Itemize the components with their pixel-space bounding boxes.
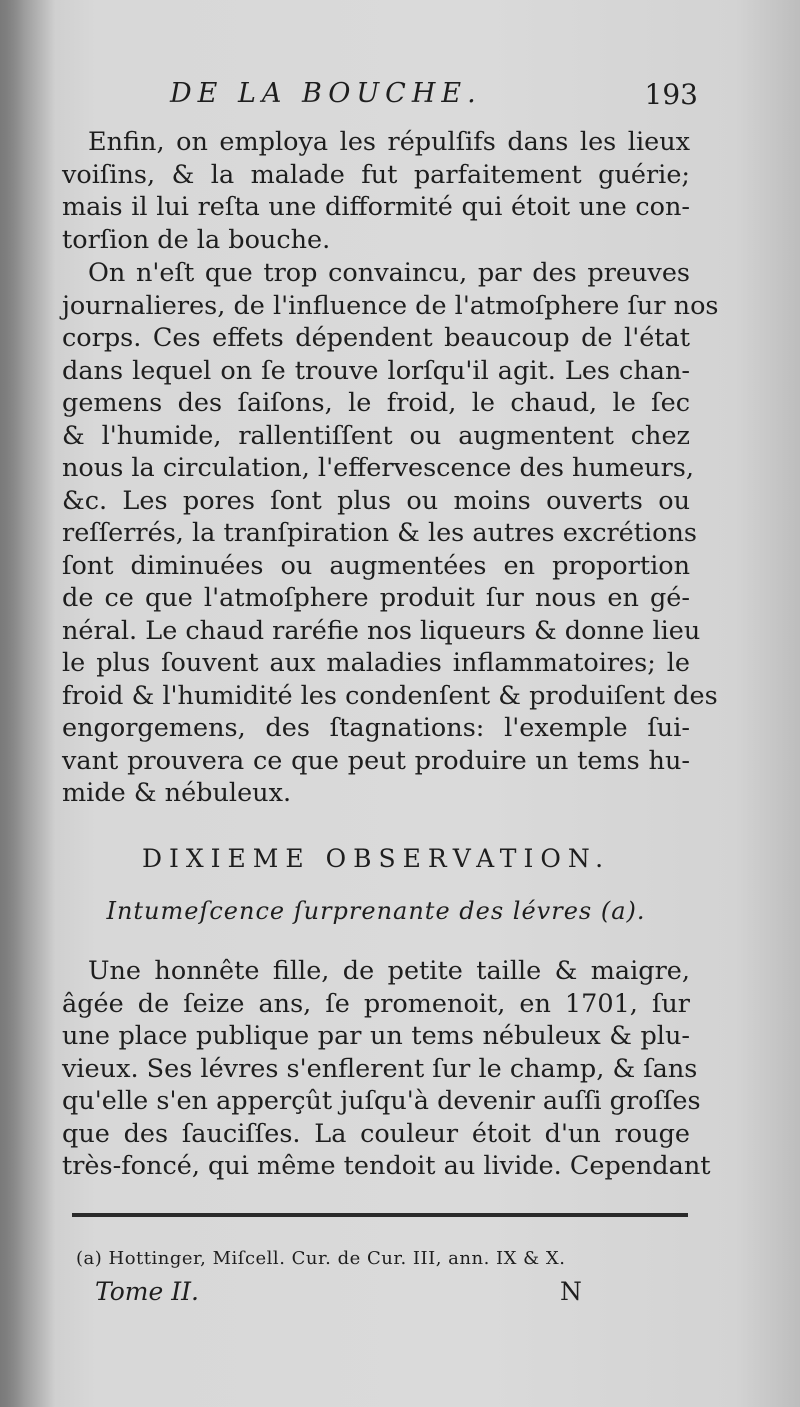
text-line: vant prouvera ce que peut produire un tems hu- <box>62 745 690 776</box>
text-line: Enfin, on employa les répulſifs dans les lieux <box>88 127 690 157</box>
footnote: (a) Hottinger, Miſcell. Cur. de Cur. III, ann. IX & X. <box>76 1248 566 1269</box>
text-line: On n'eſt que trop convaincu, par des preuves <box>88 258 690 288</box>
text-line: Une honnête fille, de petite taille & maigre, <box>88 956 690 986</box>
paragraph-3 <box>62 955 711 1183</box>
text-line: voiſins, & la malade fut parfaitement guérie; <box>62 159 690 190</box>
text-line: ſont diminuées ou augmentées en proportion <box>62 550 690 581</box>
running-head <box>60 78 700 118</box>
observation-subtitle: Intumeſcence ſurprenante des lévres (a). <box>106 897 646 925</box>
text-line: le plus ſouvent aux maladies inflammatoires; le <box>62 648 690 678</box>
text-line: & l'humide, rallentiſſent ou augmentent chez <box>62 420 690 451</box>
volume-signature: Tome II. <box>95 1277 199 1306</box>
page-number: 193 <box>644 78 698 111</box>
text-line: mide & nébuleux. <box>62 778 292 808</box>
gathering-mark: N <box>560 1277 582 1306</box>
text-line: mais il lui reſta une difformité qui étoit une con- <box>62 192 690 222</box>
text-line: néral. Le chaud raréfie nos liqueurs & donne lieu <box>62 615 701 646</box>
text-line: journalieres, de l'influence de l'atmoſphere ſur nos <box>62 290 719 321</box>
text-line: gemens des ſaiſons, le froid, le chaud, le ſec <box>62 388 690 418</box>
paragraph-1 <box>62 126 690 256</box>
text-line: qu'elle s'en apperçût juſqu'à devenir auſſi groſſes <box>62 1086 701 1116</box>
text-line: très-foncé, qui même tendoit au livide. Cependant <box>62 1151 711 1181</box>
text-line: que des ſauciſſes. La couleur étoit d'un rouge <box>62 1118 690 1149</box>
text-line: âgée de ſeize ans, ſe promenoit, en 1701, ſur <box>62 988 690 1019</box>
text-line: une place publique par un tems nébuleux & plu- <box>62 1021 690 1051</box>
text-line: engorgemens, des ſtagnations: l'exemple ſui- <box>62 713 690 743</box>
text-line: froid & l'humidité les condenſent & produiſent des <box>62 680 718 711</box>
footnote-divider <box>72 1213 688 1217</box>
text-line: nous la circulation, l'effervescence des humeurs, <box>62 453 694 483</box>
text-line: &c. Les pores ſont plus ou moins ouverts ou <box>62 485 690 516</box>
running-head-title: DE LA BOUCHE. <box>170 78 482 109</box>
text-line: de ce que l'atmoſphere produit ſur nous en gé- <box>62 583 690 613</box>
text-line: reſſerrés, la tranſpiration & les autres excrétions <box>62 518 698 548</box>
observation-title: DIXIEME OBSERVATION. <box>141 844 611 873</box>
page-gutter-shadow <box>0 0 55 1407</box>
text-line: vieux. Ses lévres s'enflerent ſur le champ, & ſans <box>62 1053 698 1084</box>
text-line: dans lequel on ſe trouve lorſqu'il agit. Les chan- <box>62 355 690 386</box>
text-line: corps. Ces effets dépendent beaucoup de l'état <box>62 323 690 353</box>
paragraph-2 <box>62 257 719 810</box>
text-line: torſion de la bouche. <box>62 224 331 255</box>
